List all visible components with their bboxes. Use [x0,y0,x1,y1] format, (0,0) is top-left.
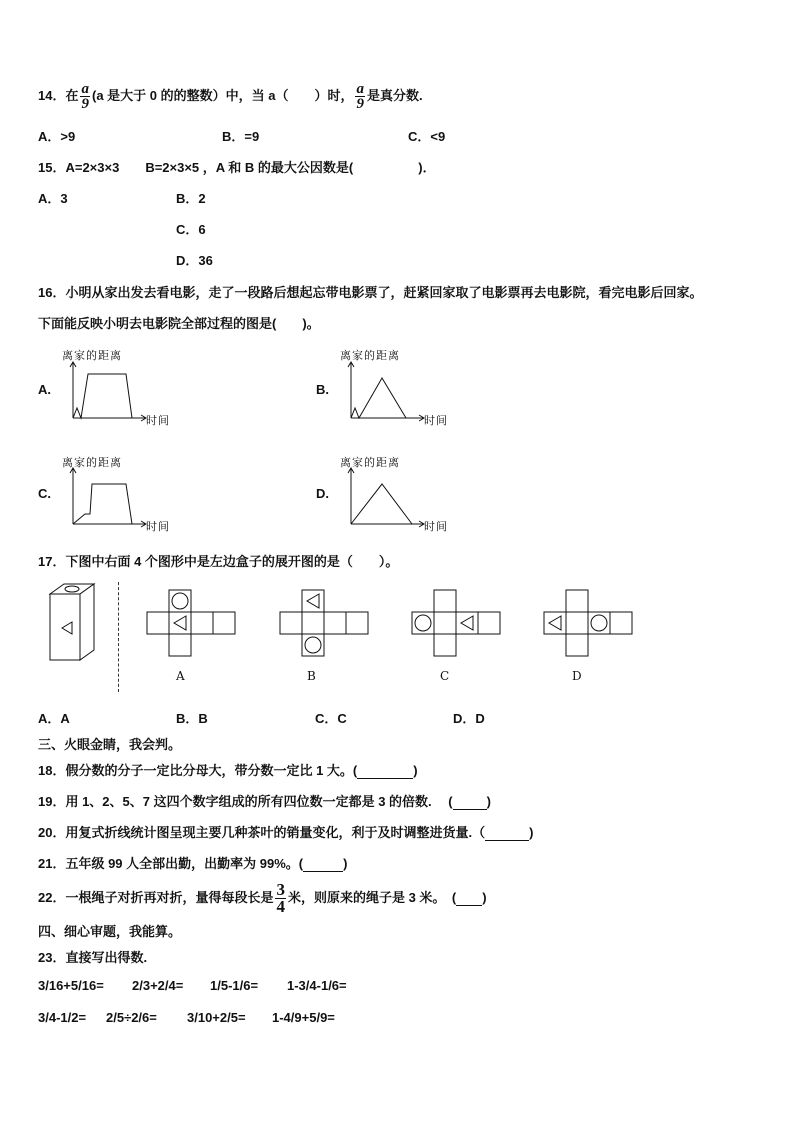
net-b-circle [305,637,321,653]
q19-close: ) [486,794,491,809]
graph-b [346,362,426,424]
net-a-circle [172,593,188,609]
q16-option-b[interactable]: B. [316,382,329,397]
net-d-circle [591,615,607,631]
net-label-b: B [307,669,316,683]
q20 [38,822,533,841]
calc-7: 3/10+2/5= [187,1010,246,1025]
net-c-circle [415,615,431,631]
q15-stem: 15．A=2×3×3 B=2×3×5 ，A 和 B 的最大公因数是( )． [38,160,436,175]
q23-stem: 23．直接写出得数. [38,950,148,965]
graph-a-y-label: 离家的距离 [62,349,122,362]
calc-6: 2/5÷2/6= [106,1010,157,1025]
graph-a [68,362,148,424]
graph-d-y-label: 离家的距离 [340,456,400,469]
q14-option-b[interactable]: B．=9 [222,129,260,144]
net-label-d: D [572,669,582,683]
net-b-triangle [307,594,319,608]
net-c-figure [411,589,503,663]
q18-text: 18．假分数的分子一定比分母大，带分数一定比 1 大。( [38,763,358,778]
calc-8: 1-4/9+5/9= [272,1010,335,1025]
cube-circle-mark [65,586,79,592]
graph-d-x-label: 时间 [424,520,448,533]
q15-option-b[interactable]: B．2 [176,191,206,206]
graph-c-y-label: 离家的距离 [62,456,122,469]
calc-5: 3/4-1/2= [38,1010,87,1025]
net-label-c: C [440,669,450,683]
graph-d-line [351,484,412,524]
q20-close: ) [529,825,534,840]
q17-option-b[interactable]: B．B [176,711,208,726]
calc-2: 2/3+2/4= [132,978,184,993]
q22-post: 米，则原来的绳子是 3 米。 ( [287,889,457,905]
q14-frac2-bottom: 9 [356,96,364,112]
net-d-triangle [549,616,561,630]
q16-option-c[interactable]: C. [38,486,51,501]
net-a-triangle [174,616,186,630]
q22-frac-bottom: 4 [276,897,285,916]
q14-option-a[interactable]: A．>9 [38,129,76,144]
q15-option-a[interactable]: A．3 [38,191,68,206]
q17-option-a[interactable]: A．A [38,711,70,726]
net-a-figure [146,589,238,663]
q22-fraction-3-4 [275,882,286,915]
net-b-figure [279,589,371,663]
graph-c-line [73,484,132,524]
q15-option-c[interactable]: C．6 [176,222,206,237]
q14-number: 14． [38,87,66,103]
q19-answer-blank[interactable] [453,794,487,810]
graph-c-x-label: 时间 [146,520,170,533]
q15-option-d[interactable]: D．36 [176,253,213,268]
cube-side-face [80,584,94,660]
q19 [38,791,491,810]
q16-option-d[interactable]: D. [316,486,329,501]
q14-mid: (a 是大于 0 的的整数）中，当 a（ ）时， [91,87,354,103]
cube-box-figure [46,580,98,666]
q22-close: ) [482,889,487,905]
graph-a-line [73,374,132,418]
q17-stem: 17．下图中右面 4 个图形中是左边盒子的展开图的是（ ）。 [38,554,399,569]
q14-option-c[interactable]: C．<9 [408,129,446,144]
section-3-heading: 三、火眼金睛，我会判。 [38,737,182,752]
q22-answer-blank[interactable] [456,890,482,906]
q14-frac-top: a [81,81,89,97]
q21-text: 21．五年级 99 人全部出勤，出勤率为 99%。( [38,856,304,871]
q14-post: 是真分数. [366,87,423,103]
q14-frac-bottom: 9 [81,96,89,112]
q14-pre: 在 [65,87,79,103]
q17-option-c[interactable]: C．C [315,711,347,726]
q18-answer-blank[interactable] [357,763,413,779]
q19-text: 19．用 1、2、5、7 这四个数字组成的所有四位数一定都是 3 的倍数. ( [38,794,453,809]
q21-close: ) [343,856,348,871]
q18-close: ) [413,763,418,778]
graph-c [68,468,148,530]
q20-text: 20．用复式折线统计图呈现主要几种茶叶的销量变化，利于及时调整进货量.（ [38,825,486,840]
q14-stem [38,82,423,111]
dashed-divider [118,582,119,692]
q14-frac2-top: a [356,81,364,97]
graph-b-y-label: 离家的距离 [340,349,400,362]
q21-answer-blank[interactable] [303,856,343,872]
section-4-heading: 四、细心审题，我能算。 [38,924,182,939]
net-d-figure [543,589,635,663]
graph-b-x-label: 时间 [424,414,448,427]
graph-b-line [351,378,406,418]
q22-frac-top: 3 [276,880,285,899]
q22-pre: 22．一根绳子对折再对折，量得每段长是 [38,889,274,905]
q14-fraction-a-9-second [355,82,365,111]
q16-stem-line2: 下面能反映小明去电影院全部过程的图是( )。 [38,316,320,331]
calc-1: 3/16+5/16= [38,978,104,993]
calc-4: 1-3/4-1/6= [287,978,347,993]
q14-fraction-a-9 [80,82,90,111]
net-label-a: A [176,669,185,683]
q21 [38,853,347,872]
q16-stem-line1: 16．小明从家出发去看电影，走了一段路后想起忘带电影票了，赶紧回家取了电影票再去电影院，看完电影后回家。 [38,285,703,300]
graph-d [346,468,426,530]
q18 [38,760,418,779]
calc-3: 1/5-1/6= [210,978,259,993]
q20-answer-blank[interactable] [485,825,529,841]
net-c-triangle [461,616,473,630]
q22 [38,882,487,915]
q17-option-d[interactable]: D．D [453,711,485,726]
graph-a-x-label: 时间 [146,414,170,427]
q16-option-a[interactable]: A. [38,382,51,397]
